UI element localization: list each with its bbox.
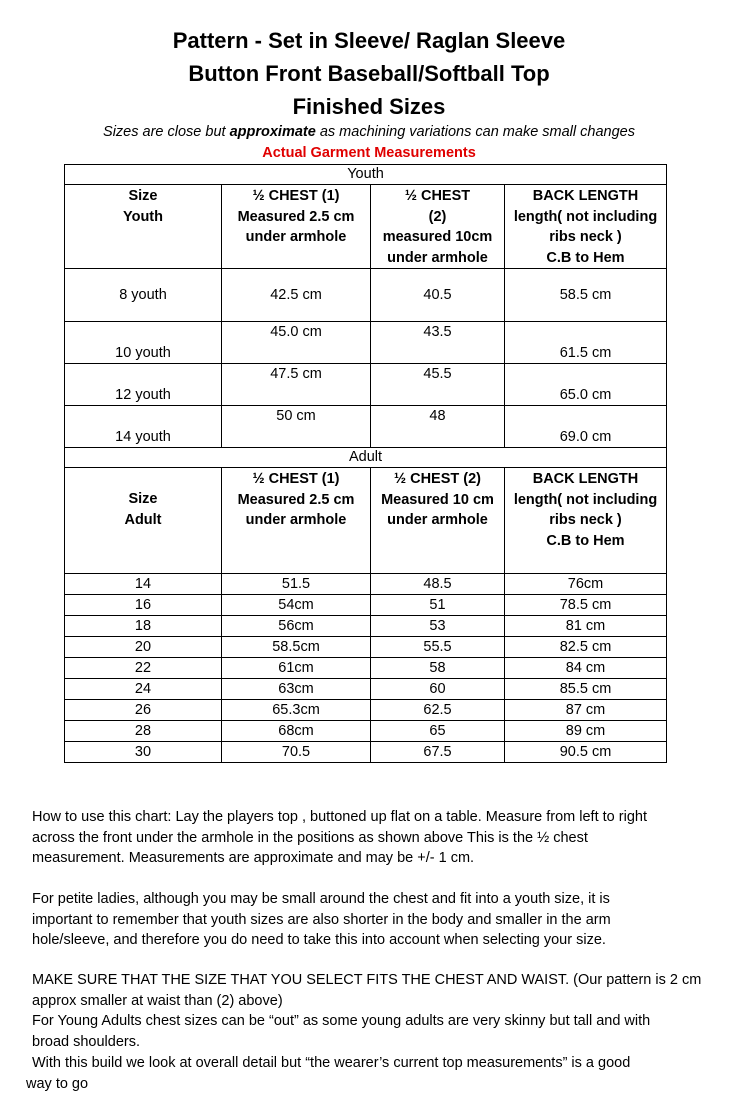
chest2-cell: 65 [371, 721, 505, 742]
page-title-line-2: Button Front Baseball/Softball Top [188, 61, 550, 86]
size-cell: 28 [65, 721, 222, 742]
chest1-cell: 58.5cm [222, 637, 371, 658]
header-line: under armhole [387, 249, 488, 266]
paragraph-line: For petite ladies, although you may be small around the chest and fit into a youth size, it is [32, 891, 610, 907]
back-length-cell: 78.5 cm [505, 595, 667, 616]
back-length-cell: 69.0 cm [505, 406, 667, 448]
measurements-heading: Actual Garment Measurements [262, 145, 476, 161]
chest1-cell: 65.3cm [222, 700, 371, 721]
table-row [65, 742, 667, 763]
back-length-cell: 81 cm [505, 616, 667, 637]
table-row [65, 721, 667, 742]
paragraph-line: measurement. Measurements are approximate and may be +/- 1 cm. [32, 850, 475, 866]
youth-section-label: Youth [65, 165, 667, 185]
size-cell: 20 [65, 637, 222, 658]
chest1-cell: 68cm [222, 721, 371, 742]
header-chest1-youth [222, 185, 371, 269]
paragraph-line: For Young Adults chest sizes can be “out” as some young adults are very skinny but tall and with [32, 1013, 651, 1029]
table-row [65, 322, 667, 364]
size-cell: 12 youth [65, 364, 222, 406]
chest1-cell: 50 cm [222, 406, 371, 448]
chest1-cell: 56cm [222, 616, 371, 637]
chest2-cell: 55.5 [371, 637, 505, 658]
back-length-cell: 90.5 cm [505, 742, 667, 763]
header-chest1-adult [222, 468, 371, 574]
back-length-cell: 76cm [505, 574, 667, 595]
header-size-youth [65, 185, 222, 269]
chest2-cell: 40.5 [371, 269, 505, 322]
table-row [65, 269, 667, 322]
header-line: ribs neck ) [549, 229, 622, 245]
back-length-cell: 82.5 cm [505, 637, 667, 658]
size-cell: 14 [65, 574, 222, 595]
size-cell: 24 [65, 679, 222, 700]
paragraph-line: approx smaller at waist than (2) above) [32, 992, 283, 1009]
header-line: Measured 2.5 cm [237, 491, 355, 508]
size-cell: 10 youth [65, 322, 222, 364]
size-cell: 8 youth [65, 269, 222, 322]
size-selection-paragraph [32, 970, 712, 1052]
approximation-note-end: as machining variations can make small changes [315, 124, 635, 140]
back-length-cell: 89 cm [505, 721, 667, 742]
back-length-cell: 85.5 cm [505, 679, 667, 700]
paragraph-line: broad shoulders. [32, 1033, 141, 1050]
header-back-adult [505, 468, 667, 574]
paragraph-line: across the front under the armhole in the positions as shown above This is the ½ chest [32, 829, 588, 846]
chest1-cell: 54cm [222, 595, 371, 616]
adult-section-label: Adult [65, 448, 667, 468]
header-line: (2) [428, 208, 447, 225]
header-chest2-youth [371, 185, 505, 269]
header-line: ½ CHEST (1) [252, 188, 340, 204]
chest2-cell: 53 [371, 616, 505, 637]
header-line: ½ CHEST (2) [393, 471, 481, 487]
back-length-cell: 61.5 cm [505, 322, 667, 364]
header-chest2-adult [371, 468, 505, 574]
header-line: under armhole [387, 512, 488, 528]
paragraph-line: With this build we look at overall detail but “the wearer’s current top measurements” is a good [32, 1055, 631, 1071]
header-line: Youth [123, 208, 163, 225]
chest1-cell: 70.5 [222, 742, 371, 763]
adult-header-row [65, 468, 667, 574]
page-title-line-3: Finished Sizes [292, 94, 446, 119]
chest2-cell: 45.5 [371, 364, 505, 406]
table-row [65, 616, 667, 637]
table-row [65, 700, 667, 721]
paragraph-line: How to use this chart: Lay the players top , buttoned up flat on a table. Measure from left to right [32, 809, 647, 825]
youth-section-row [65, 165, 667, 185]
chest2-cell: 58 [371, 658, 505, 679]
approximation-note [0, 122, 738, 142]
header-line: BACK LENGTH [532, 471, 639, 487]
size-cell: 18 [65, 616, 222, 637]
size-cell: 16 [65, 595, 222, 616]
header-size-adult [65, 468, 222, 574]
chest1-cell: 47.5 cm [222, 364, 371, 406]
header-line: ½ CHEST (1) [252, 471, 340, 487]
header-line: ribs neck ) [549, 512, 622, 528]
size-cell: 26 [65, 700, 222, 721]
paragraph-line: important to remember that youth sizes are also shorter in the body and smaller in the arm [32, 911, 611, 928]
header-line: under armhole [245, 229, 347, 245]
header-line: measured 10cm [382, 229, 493, 245]
chest2-cell: 43.5 [371, 322, 505, 364]
back-length-cell: 58.5 cm [505, 269, 667, 322]
chest2-cell: 48.5 [371, 574, 505, 595]
chest1-cell: 63cm [222, 679, 371, 700]
paragraph-line: MAKE SURE THAT THE SIZE THAT YOU SELECT FITS THE CHEST AND WAIST. (Our pattern is 2 cm [32, 972, 702, 988]
header-line: length( not including [513, 491, 658, 508]
petite-ladies-paragraph [32, 889, 712, 951]
chest1-cell: 42.5 cm [222, 269, 371, 322]
header-line: C.B to Hem [546, 249, 625, 266]
table-row [65, 658, 667, 679]
table-row [65, 406, 667, 448]
approximation-note-emphasis: approximate [229, 124, 316, 140]
adult-section-row [65, 448, 667, 468]
size-cell: 14 youth [65, 406, 222, 448]
page-title: Pattern - Set in Sleeve/ Raglan Sleeve [172, 28, 566, 53]
build-detail-paragraph [26, 1053, 706, 1094]
chest2-cell: 60 [371, 679, 505, 700]
how-to-use-paragraph [32, 807, 712, 869]
header-line: Size [128, 188, 158, 204]
header-line: Size [128, 491, 158, 507]
header-line: Measured 2.5 cm [237, 208, 355, 225]
paragraph-line: hole/sleeve, and therefore you do need to take this into account when selecting your size. [32, 932, 606, 948]
header-back-youth [505, 185, 667, 269]
approximation-note-start: Sizes are close but [103, 124, 230, 140]
table-row [65, 637, 667, 658]
back-length-cell: 87 cm [505, 700, 667, 721]
chest2-cell: 51 [371, 595, 505, 616]
table-row [65, 595, 667, 616]
back-length-cell: 65.0 cm [505, 364, 667, 406]
paragraph-line: way to go [26, 1075, 89, 1092]
chest2-cell: 67.5 [371, 742, 505, 763]
chest2-cell: 62.5 [371, 700, 505, 721]
chest1-cell: 45.0 cm [222, 322, 371, 364]
back-length-cell: 84 cm [505, 658, 667, 679]
size-cell: 22 [65, 658, 222, 679]
size-chart-table [64, 164, 667, 763]
header-line: C.B to Hem [546, 532, 625, 549]
chest1-cell: 51.5 [222, 574, 371, 595]
header-line: Adult [124, 511, 162, 528]
chest1-cell: 61cm [222, 658, 371, 679]
header-line: length( not including [513, 208, 658, 225]
table-row [65, 574, 667, 595]
header-line: under armhole [245, 512, 347, 528]
header-line: Measured 10 cm [381, 491, 494, 508]
header-line: BACK LENGTH [532, 188, 639, 204]
chest2-cell: 48 [371, 406, 505, 448]
header-line: ½ CHEST [404, 188, 471, 204]
table-row [65, 679, 667, 700]
table-row [65, 364, 667, 406]
size-cell: 30 [65, 742, 222, 763]
youth-header-row [65, 185, 667, 269]
